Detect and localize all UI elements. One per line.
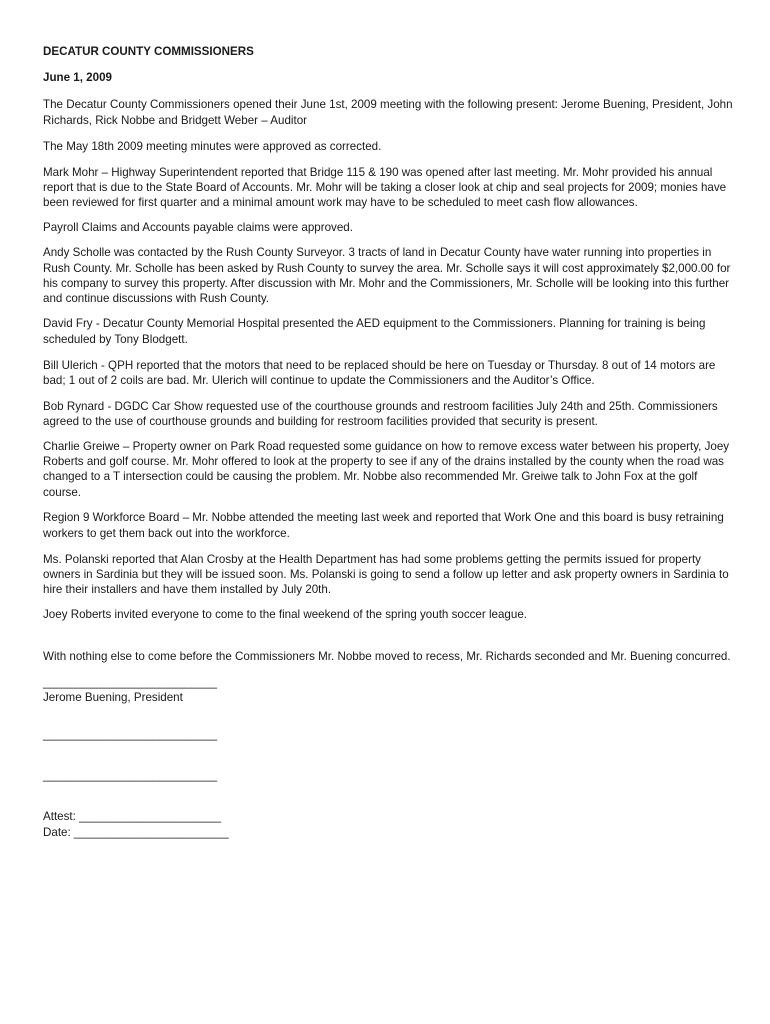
document-heading: DECATUR COUNTY COMMISSIONERS	[43, 45, 254, 58]
signature-line-3: ___________________________	[43, 769, 218, 783]
document-page	[43, 44, 733, 840]
attest-line: Attest: ______________________	[43, 810, 221, 824]
paragraph-health-dept: Ms. Polanski reported that Alan Crosby at the Health Department has had some problems getting the permits issued for property owners in Sardinia but they will be issued soon. Ms. Polanski is going to send a follow up letter and ask property owners in Sardinia to hire their installers and have them installed by July 20th.	[43, 552, 729, 597]
paragraph-surveyor: Andy Scholle was contacted by the Rush County Surveyor. 3 tracts of land in Decatur County have water running into properties in Rush County. Mr. Scholle has been asked by Rush County to survey the area. Mr. Scholle says it will cost approximately $2,000.00 for his company to survey this property. After discussion with Mr. Mohr and the Commissioners, Mr. Scholle will be looking into this further and continue discussions with Rush County.	[43, 246, 731, 306]
signature-name-president: Jerome Buening, President	[43, 690, 183, 704]
paragraph-soccer: Joey Roberts invited everyone to come to the final weekend of the spring youth soccer league.	[43, 608, 527, 622]
signature-gap-2	[43, 783, 733, 809]
paragraph-car-show: Bob Rynard - DGDC Car Show requested use of the courthouse grounds and restroom facilities July 24th and 25th. Commissioners agreed to the use of courthouse grounds and building for restroom facilities provided that security is present.	[43, 399, 718, 428]
paragraph-park-road: Charlie Greiwe – Property owner on Park Road requested some guidance on how to remove excess water between his property, Joey Roberts and golf course. Mr. Mohr offered to look at the property to see if any of the drains installed by the county when the road was changed to a T intersection could be causing the problem. Mr. Nobbe also recommended Mr. Greiwe talk to John Fox at the golf course.	[43, 440, 730, 499]
paragraph-closing: With nothing else to come before the Commissioners Mr. Nobbe moved to recess, Mr. Richards seconded and Mr. Buening concurred.	[43, 649, 731, 663]
signature-line-president: ___________________________	[43, 675, 218, 689]
paragraph-workforce: Region 9 Workforce Board – Mr. Nobbe attended the meeting last week and reported that Work One and this board is busy retraining workers to get them back out into the workforce.	[43, 510, 724, 540]
paragraph-qph: Bill Ulerich - QPH reported that the motors that need to be replaced should be here on Tuesday or Thursday. 8 out of 14 motors are bad; 1 out of 2 coils are bad. Mr. Ulerich will continue to update the Commissioners and the Auditor’s Office.	[43, 359, 716, 388]
paragraph-hospital: David Fry - Decatur County Memorial Hospital presented the AED equipment to the Commissioners. Planning for training is being scheduled by Tony Blodgett.	[43, 317, 706, 347]
signature-block	[43, 675, 733, 840]
paragraph-highway: Mark Mohr – Highway Superintendent reported that Bridge 115 & 190 was opened after last meeting. Mr. Mohr provided his annual report that is due to the State Board of Accounts. Mr. Mohr will be taking a closer look at chip and seal projects for 2009; monies have been reviewed for first quarter and a minimal amount work may have to be scheduled to meet cash flow allowances.	[43, 165, 727, 210]
signature-line-2: ___________________________	[43, 728, 218, 742]
signature-gap	[43, 742, 733, 768]
date-line: Date: ________________________	[43, 825, 229, 839]
paragraph-attendance: The Decatur County Commissioners opened their June 1st, 2009 meeting with the following present: Jerome Buening, President, John Richards, Rick Nobbe and Bridgett Weber – Auditor	[43, 98, 733, 128]
paragraph-minutes: The May 18th 2009 meeting minutes were approved as corrected.	[43, 140, 382, 154]
paragraph-claims: Payroll Claims and Accounts payable claims were approved.	[43, 221, 353, 235]
meeting-date: June 1, 2009	[43, 71, 112, 85]
closing-spacer	[43, 633, 733, 649]
